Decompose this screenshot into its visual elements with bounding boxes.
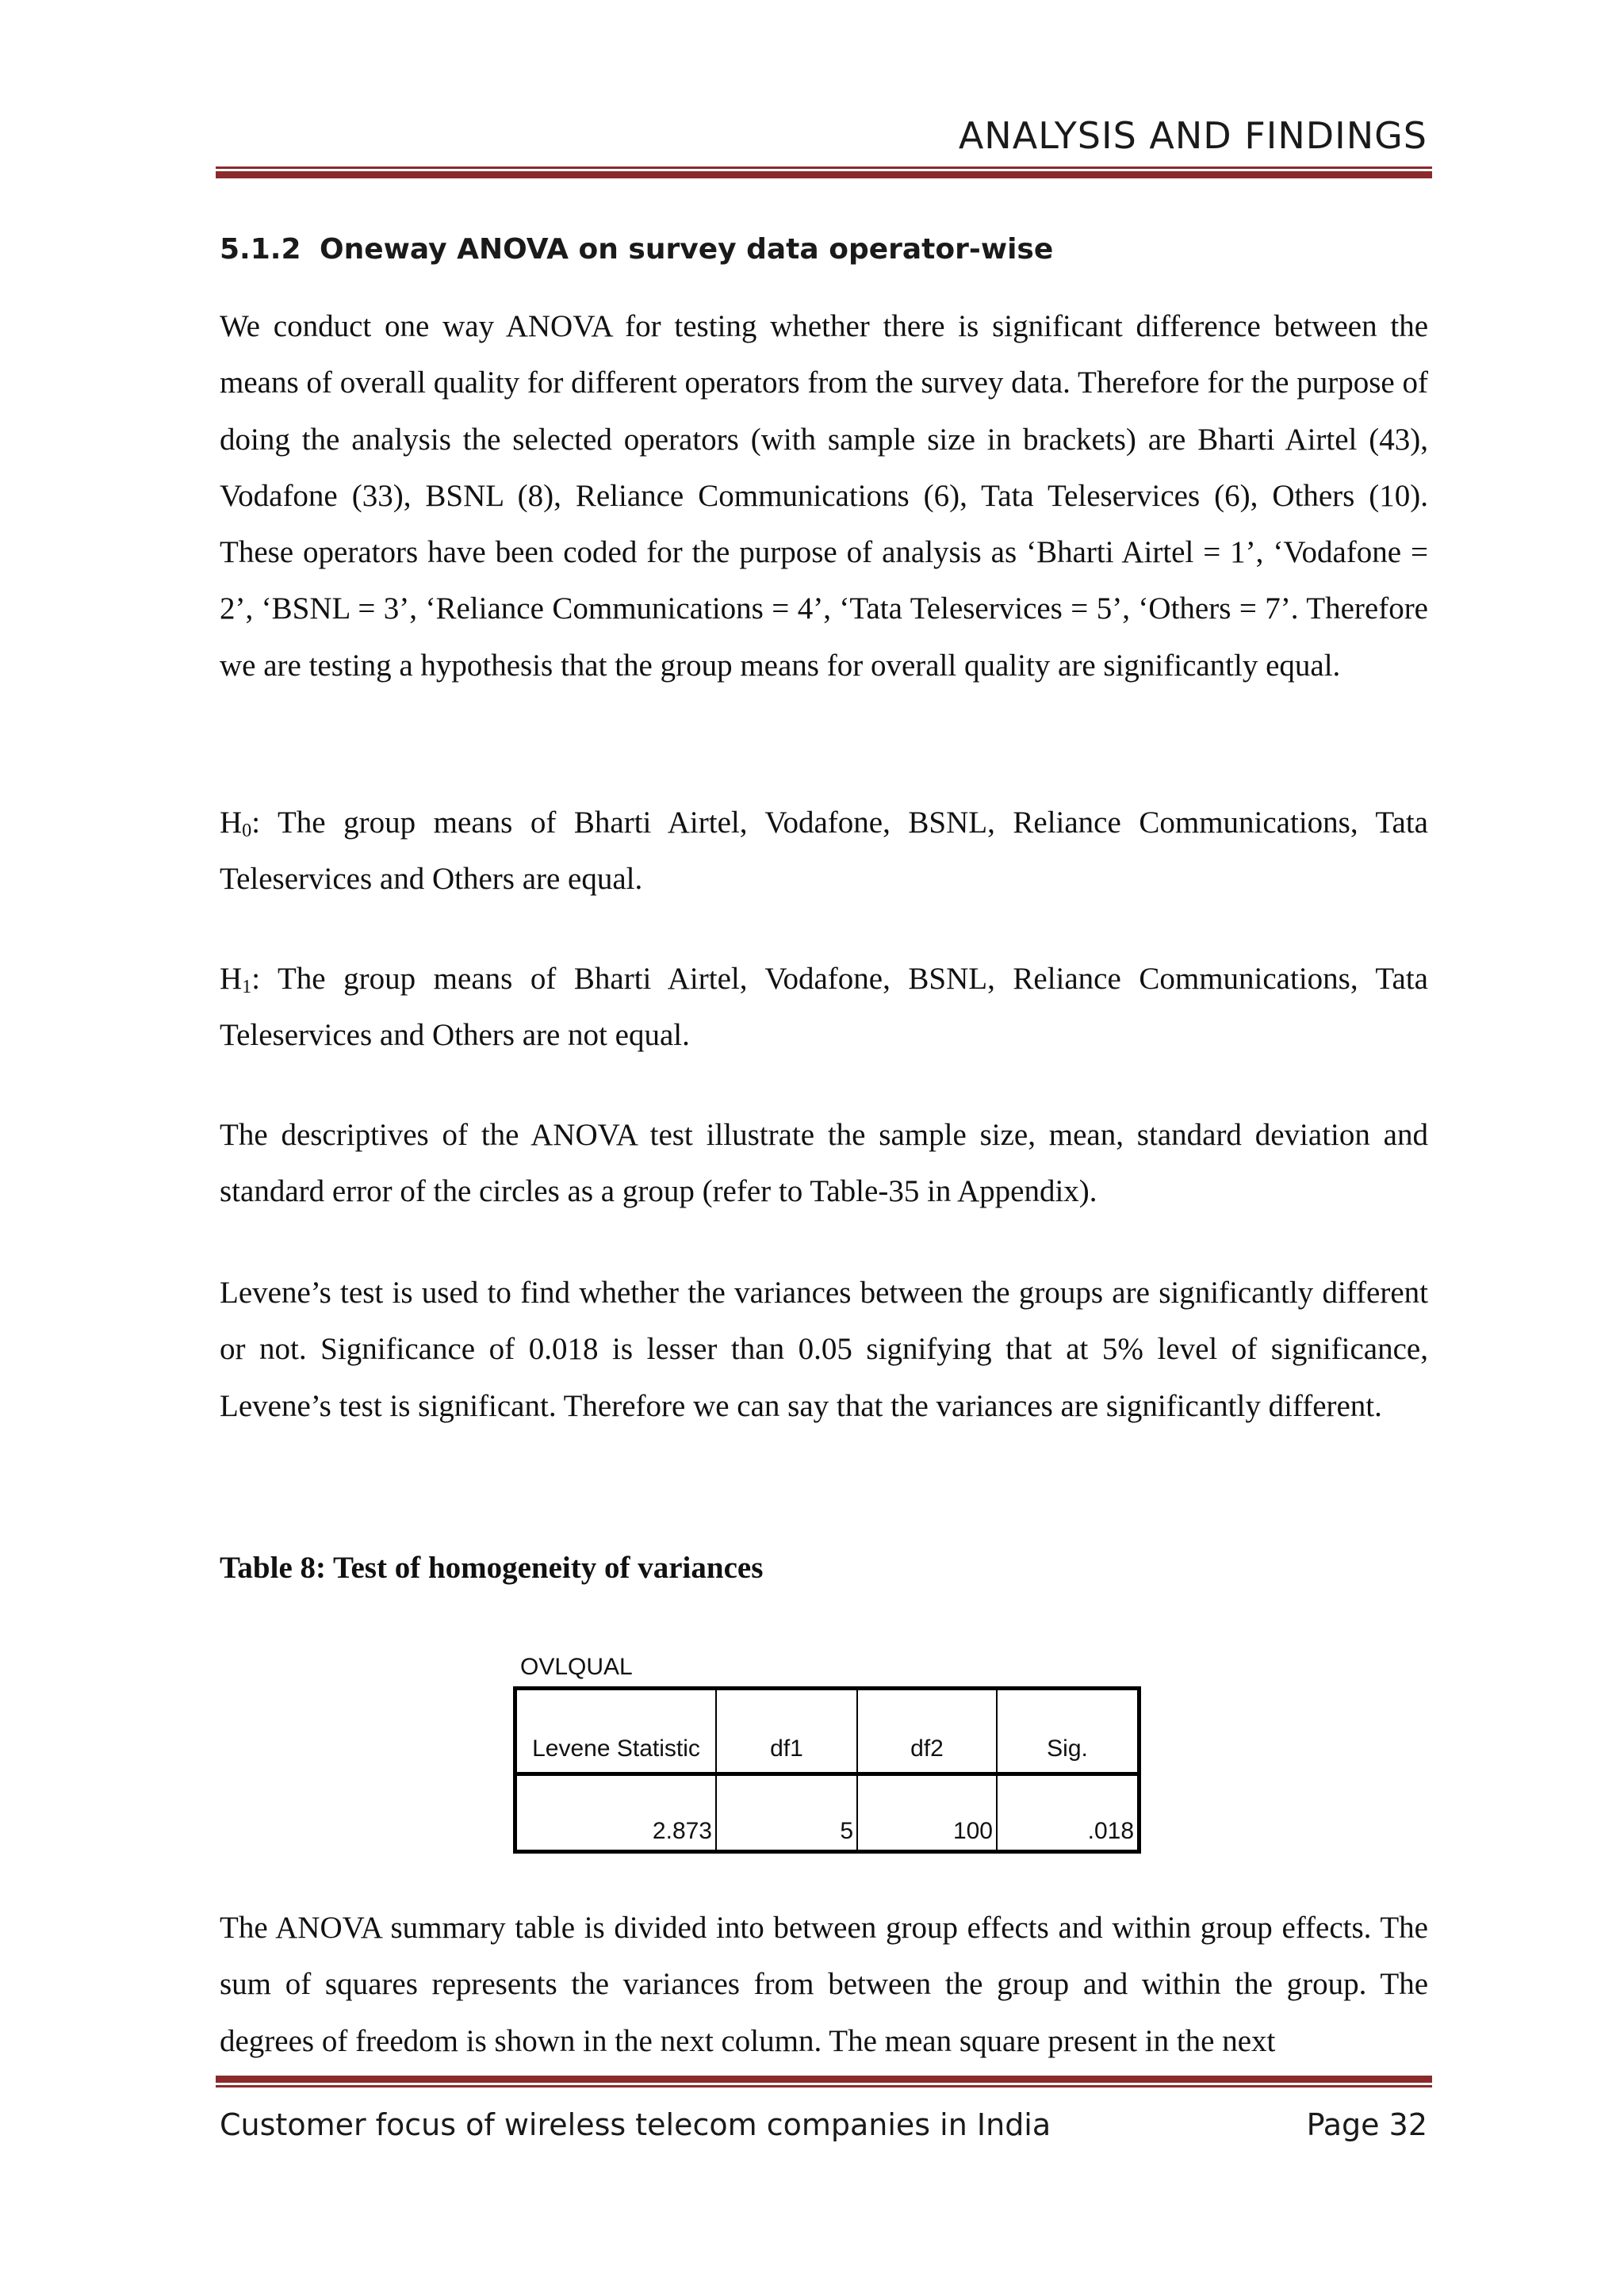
table-caption: Table 8: Test of homogeneity of variances	[220, 1551, 764, 1585]
running-header: ANALYSIS AND FINDINGS	[958, 114, 1427, 157]
h1-text: : The group means of Bharti Airtel, Vodafone, BSNL, Reliance Communications, Tata Teleservices and Others are not equal.	[220, 962, 1428, 1053]
table-variable-label: OVLQUAL	[520, 1654, 633, 1680]
footer-rule-thick	[216, 2076, 1432, 2083]
levene-table	[513, 1686, 1141, 1854]
header-sig: Sig.	[997, 1689, 1139, 1774]
value-df2: 100	[857, 1774, 997, 1852]
section-heading	[220, 233, 1053, 266]
descriptives-paragraph: The descriptives of the ANOVA test illustrate the sample size, mean, standard deviation and standard error of the circles as a group (refer to Table-35 in Appendix).	[220, 1118, 1428, 1209]
section-title: Oneway ANOVA on survey data operator-wise	[320, 233, 1054, 266]
h0-subscript: 0	[242, 819, 252, 841]
hypothesis-h1	[220, 951, 1428, 1064]
levene-paragraph: Levene’s test is used to find whether the variances between the groups are significantly different or not. Significance of 0.018 is lesser than 0.05 signifying that at 5% level of significance, Levene’s test is significant. Therefore we can say that the variances are significantly different.	[220, 1276, 1428, 1423]
hypothesis-h0	[220, 794, 1428, 908]
summary-paragraph: The ANOVA summary table is divided into between group effects and within group effects. The sum of squares represents the variances from between the group and within the group. The degrees of freedom is shown in the next column. The mean square present in the next	[220, 1911, 1428, 2058]
section-number: 5.1.2	[220, 233, 301, 266]
h1-subscript: 1	[242, 975, 252, 997]
table-header-row	[515, 1689, 1139, 1774]
header-df1: df1	[716, 1689, 857, 1774]
h0-symbol: H	[220, 806, 243, 840]
value-df1: 5	[716, 1774, 857, 1852]
header-rule-thin	[216, 166, 1432, 169]
table-row	[515, 1774, 1139, 1852]
header-df2: df2	[857, 1689, 997, 1774]
footer-title: Customer focus of wireless telecom companies in India	[220, 2107, 1051, 2142]
header-levene-statistic: Levene Statistic	[515, 1689, 717, 1774]
value-levene-statistic: 2.873	[515, 1774, 717, 1852]
h0-text: : The group means of Bharti Airtel, Vodafone, BSNL, Reliance Communications, Tata Teleservices and Others are equal.	[220, 806, 1428, 897]
value-sig: .018	[997, 1774, 1139, 1852]
h1-symbol: H	[220, 962, 243, 996]
intro-paragraph: We conduct one way ANOVA for testing whether there is significant difference between the means of overall quality for different operators from the survey data. Therefore for the purpose of doing the analysis the selected operators (with sample size in brackets) are Bharti Airtel (43), Vodafone (33), BSNL (8), Reliance Communications (6), Tata Teleservices (6), Others (10). These operators have been coded for the purpose of analysis as ‘Bharti Airtel = 1’, ‘Vodafone = 2’, ‘BSNL = 3’, ‘Reliance Communications = 4’, ‘Tata Teleservices = 5’, ‘Others = 7’. Therefore we are testing a hypothesis that the group means for overall quality are significantly equal.	[220, 309, 1428, 683]
header-rule-thick	[216, 171, 1432, 178]
page-number: Page 32	[1306, 2107, 1427, 2142]
footer-rule-thin	[216, 2085, 1432, 2087]
